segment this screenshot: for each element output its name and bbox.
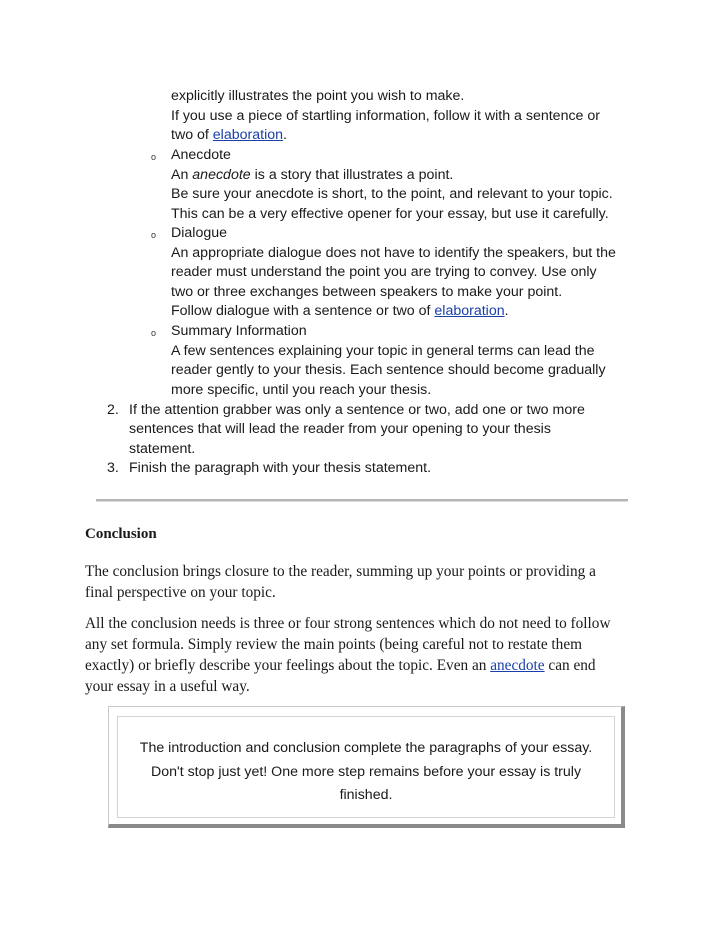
callout-line: finished. bbox=[339, 787, 393, 803]
list-text-line: reader must understand the point you are trying to convey. Use only bbox=[171, 264, 597, 280]
list-text-line: A few sentences explaining your topic in general terms can lead the bbox=[171, 343, 595, 359]
paragraph-line: any set formula. Simply review the main points (being careful not to restate them bbox=[85, 636, 583, 653]
list-text-line: more specific, until you reach your thesis. bbox=[171, 382, 432, 398]
list-text-line: An appropriate dialogue does not have to identify the speakers, but the bbox=[171, 245, 616, 261]
bullet-icon: o bbox=[151, 152, 157, 162]
text-span: two of bbox=[171, 127, 213, 143]
bullet-icon: o bbox=[151, 230, 157, 240]
text-span: . bbox=[504, 303, 509, 319]
list-text-line bbox=[171, 166, 453, 185]
paragraph-line: final perspective on your topic. bbox=[85, 584, 276, 601]
sub-item-title: Summary Information bbox=[171, 323, 307, 339]
list-text-line: This can be a very effective opener for your essay, but use it carefully. bbox=[171, 206, 609, 222]
list-text-line: Be sure your anecdote is short, to the point, and relevant to your topic. bbox=[171, 186, 613, 202]
list-text-line: statement. bbox=[129, 441, 196, 457]
sub-item-title: Dialogue bbox=[171, 225, 228, 241]
text-span: . bbox=[283, 127, 287, 143]
bullet-icon: o bbox=[151, 328, 157, 338]
list-number: 3. bbox=[107, 460, 119, 476]
paragraph-line: All the conclusion needs is three or four strong sentences which do not need to follow bbox=[85, 615, 611, 632]
list-text-line: sentences that will lead the reader from your opening to your thesis bbox=[129, 421, 551, 437]
list-text-line: reader gently to your thesis. Each sentence should become gradually bbox=[171, 362, 606, 378]
list-text-line bbox=[171, 126, 287, 145]
text-span: can end bbox=[544, 657, 596, 674]
list-text-line: Finish the paragraph with your thesis statement. bbox=[129, 460, 432, 476]
elaboration-link[interactable]: elaboration bbox=[434, 303, 505, 319]
list-text-line bbox=[171, 302, 509, 321]
paragraph-line bbox=[85, 655, 596, 676]
callout-line: The introduction and conclusion complete the paragraphs of your essay. bbox=[139, 740, 593, 756]
paragraph-line: your essay in a useful way. bbox=[85, 678, 250, 695]
sub-item-title: Anecdote bbox=[171, 147, 231, 163]
list-text-line: If you use a piece of startling information, follow it with a sentence or bbox=[171, 108, 600, 124]
callout-line: Don't stop just yet! One more step remains before your essay is truly bbox=[150, 764, 582, 780]
list-number: 2. bbox=[107, 402, 119, 418]
list-text-line: If the attention grabber was only a sentence or two, add one or two more bbox=[129, 402, 585, 418]
elaboration-link[interactable]: elaboration bbox=[212, 127, 284, 143]
text-span: is a story that illustrates a point. bbox=[250, 167, 454, 183]
emphasis-text: anecdote bbox=[192, 167, 251, 183]
text-span: Follow dialogue with a sentence or two of bbox=[171, 303, 435, 319]
text-span: An bbox=[171, 167, 193, 183]
paragraph-line: The conclusion brings closure to the reader, summing up your points or providing a bbox=[85, 563, 596, 580]
section-heading: Conclusion bbox=[85, 526, 157, 542]
horizontal-rule bbox=[96, 499, 628, 502]
list-text-line: explicitly illustrates the point you wish to make. bbox=[171, 88, 465, 104]
list-text-line: two or three exchanges between speakers to make your point. bbox=[171, 284, 563, 300]
anecdote-link[interactable]: anecdote bbox=[490, 657, 545, 674]
text-span: exactly) or briefly describe your feelings about the topic. Even an bbox=[85, 657, 491, 674]
